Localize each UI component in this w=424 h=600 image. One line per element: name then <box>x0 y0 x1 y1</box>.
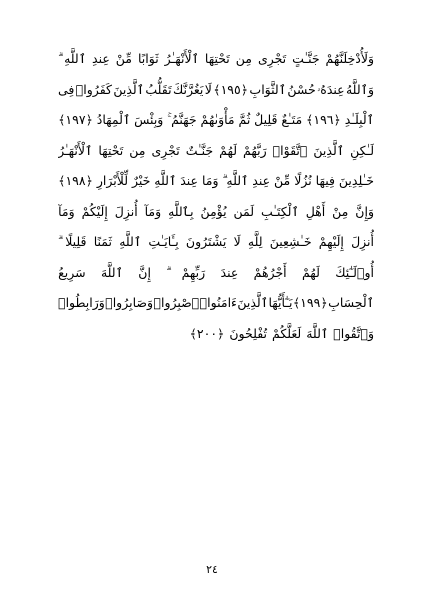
text-line-6: وَإِنَّ مِنْ أَهْلِ ٱلْكِتَـٰبِ لَمَن يُؤْمِنُ بِٱللَّهِ وَمَآ أُنزِلَ إِلَيْكُمْ وَمَآ <box>58 203 374 219</box>
text-line-9: ٱلْحِسَابِ ﴿١٩٩﴾ يَـٰٓأَيُّهَا ٱلَّذِينَ ءَامَنُوا۟ ٱصْبِرُوا۟ وَصَابِرُوا۟ وَرَابِطُوا۟ <box>58 295 374 310</box>
text-line-2: وَٱللَّهُ عِندَهُۥ حُسْنُ ٱلثَّوَابِ ﴿١٩٥﴾ لَا يَغُرَّنَّكَ تَقَلُّبُ ٱلَّذِينَ كَفَرُوا۟ فِى <box>58 81 374 97</box>
text-line-1: وَلَأُدْخِلَنَّهُمْ جَنَّـٰتٍ تَجْرِى مِن تَحْتِهَا ٱلْأَنْهَـٰرُ ثَوَابًا مِّنْ عِندِ ٱللَّهِ <box>64 51 374 66</box>
text-line-7: أُنزِلَ إِلَيْهِمْ خَـٰشِعِينَ لِلَّهِ لَا يَشْتَرُونَ بِـَٔايَـٰتِ ٱللَّهِ ثَمَنًا قَلِيلًا <box>65 234 374 249</box>
text-line-5: خَـٰلِدِينَ فِيهَا نُزُلًا مِّنْ عِندِ ٱللَّهِ وَمَا عِندَ ٱللَّهِ خَيْرٌ لِّلْأَبْرَارِ ﴿١٩٨﴾ <box>58 173 374 188</box>
quran-text-block <box>58 44 374 349</box>
text-line-10: وَٱتَّقُوا۟ ٱللَّهَ لَعَلَّكُمْ تُفْلِحُونَ ﴿٢٠٠﴾ <box>189 325 374 341</box>
text-line-8: أُو۟لَـٰٓئِكَ لَهُمْ أَجْرُهُمْ عِندَ رَبِّهِمْ إِنَّ ٱللَّهَ سَرِيعُ <box>58 264 374 280</box>
text-line-3: ٱلْبِلَـٰدِ ﴿١٩٦﴾ مَتَـٰعٌ قَلِيلٌ ثُمَّ مَأْوَىٰهُمْ جَهَنَّمُ وَبِئْسَ ٱلْمِهَادُ ﴿١٩٧﴾ <box>58 112 374 127</box>
page-number: ٢٤ <box>206 563 218 576</box>
text-line-4: لَـٰكِنِ ٱلَّذِينَ ٱتَّقَوْا۟ رَبَّهُمْ لَهُمْ جَنَّـٰتٌ تَجْرِى مِن تَحْتِهَا ٱلْأَنْهَـٰرُ <box>58 142 374 158</box>
